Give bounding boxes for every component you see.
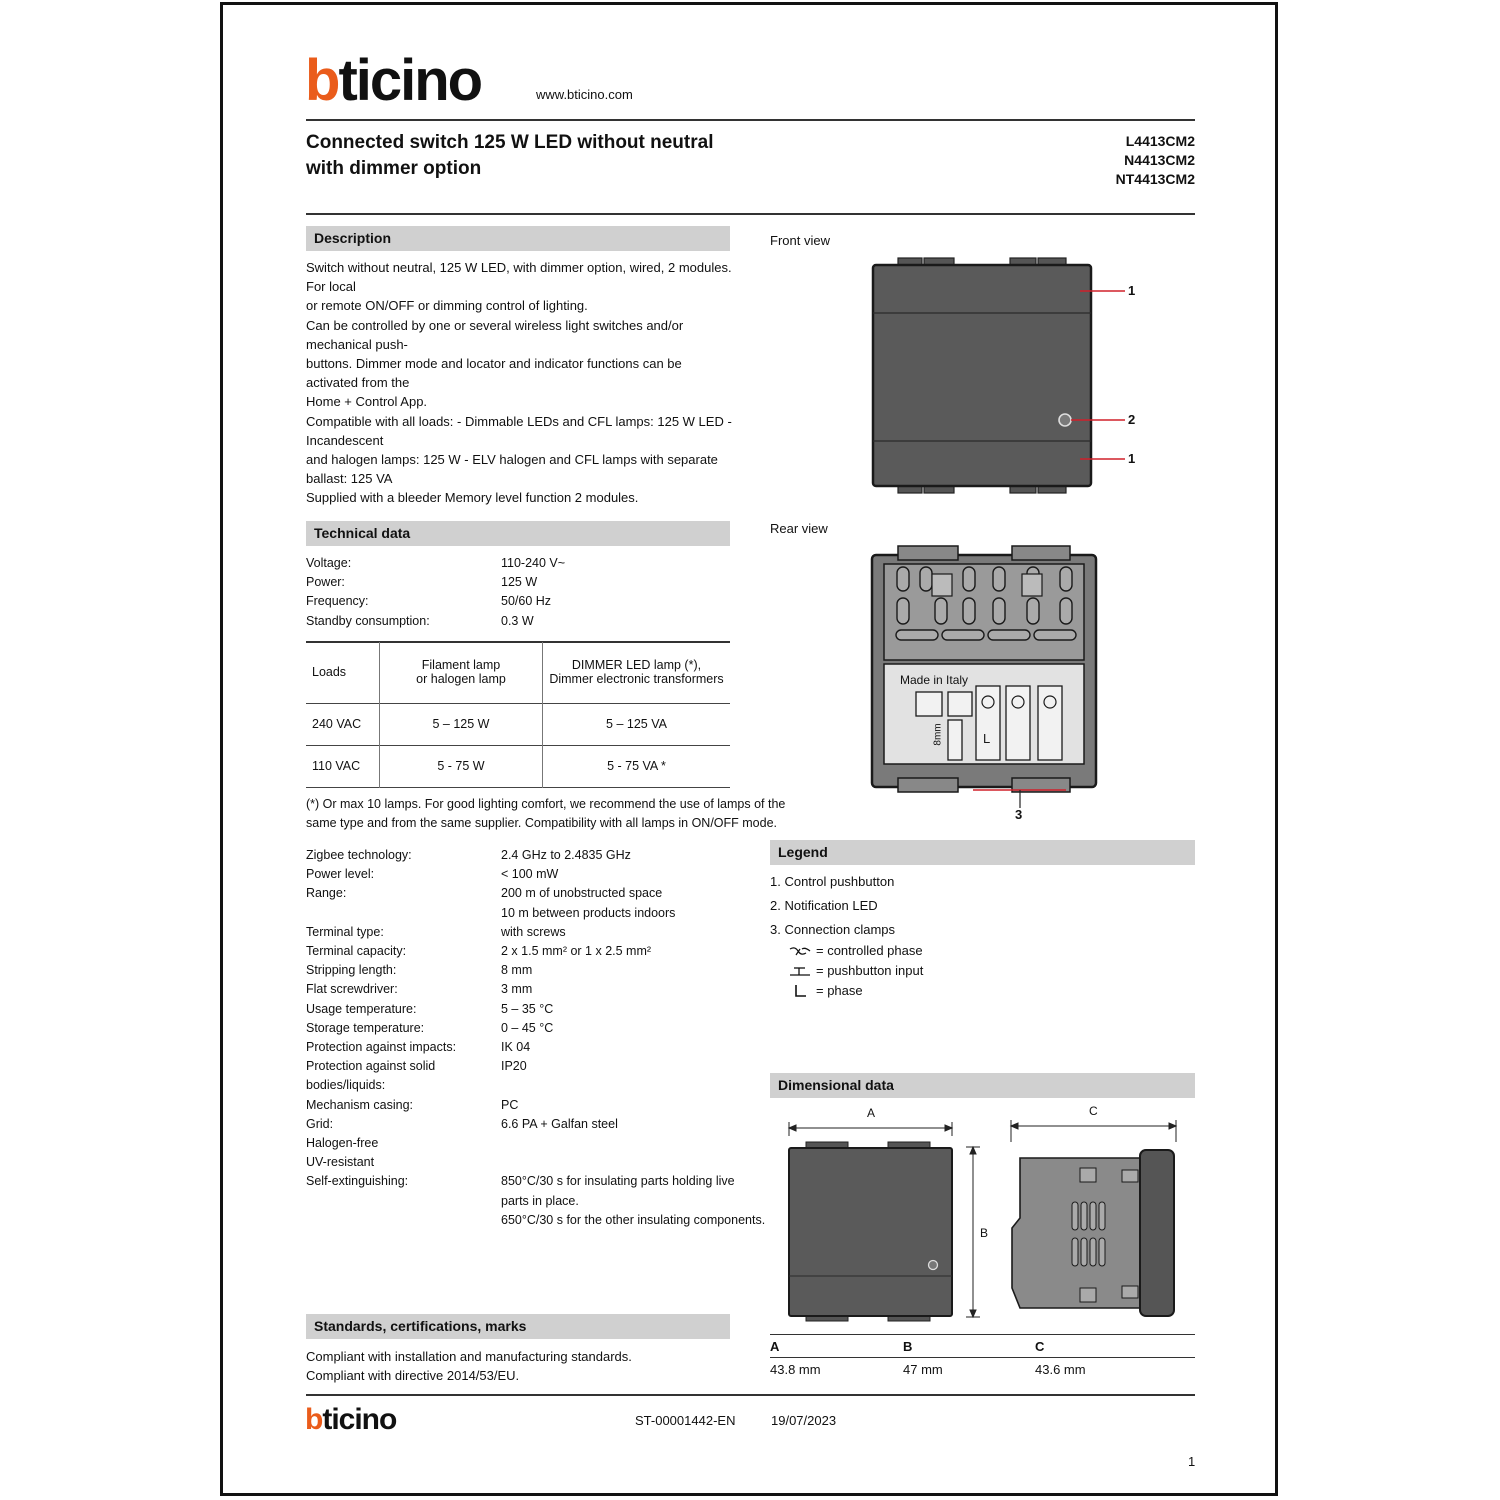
controlled-phase-icon xyxy=(788,944,812,958)
loads-table xyxy=(306,642,730,788)
footer-logo: bticino xyxy=(305,1403,397,1436)
dimensional-heading: Dimensional data xyxy=(770,1073,1195,1098)
website: www.bticino.com xyxy=(536,87,633,102)
loads-table-header: Loads Filament lamp or halogen lamp DIMMER LED lamp (*), Dimmer electronic transformers xyxy=(306,642,730,703)
standards-text: Compliant with installation and manufacturing standards. Compliant with directive 2014/53/EU. xyxy=(306,1349,632,1384)
header-rule xyxy=(306,119,1195,121)
legend-heading: Legend xyxy=(770,840,1195,865)
basic-specs: Voltage: 110-240 V~ Power: 125 W Frequency: 50/60 Hz Standby consumption: 0.3 W xyxy=(306,556,566,628)
rear-view-drawing xyxy=(860,540,1120,810)
dim-label-c: C xyxy=(1089,1104,1098,1118)
front-view-drawing xyxy=(860,250,1150,500)
rear-view-label: Rear view xyxy=(770,521,828,536)
svg-text:L: L xyxy=(983,731,991,746)
title-rule xyxy=(306,213,1195,215)
list-item: 1. Control pushbutton xyxy=(770,874,895,889)
dim-label-a: A xyxy=(867,1106,876,1120)
dimensional-drawing xyxy=(780,1118,1190,1328)
standards-heading: Standards, certifications, marks xyxy=(306,1314,730,1339)
dim-table-rule-top xyxy=(770,1334,1195,1335)
legend-symbols: = controlled phase = pushbutton input = phase xyxy=(788,941,923,1001)
dim-label-b: B xyxy=(980,1226,989,1240)
table-row: 240 VAC 5 – 125 W 5 – 125 VA xyxy=(306,703,730,745)
loads-footnote: (*) Or max 10 lamps. For good lighting comfort, we recommend the use of lamps of the same type and from the same supplier. Compatibility with all lamps in ON/OFF mode. xyxy=(306,797,786,831)
pushbutton-input-icon xyxy=(788,964,812,978)
page-title: Connected switch 125 W LED without neutral with dimmer option xyxy=(306,132,714,179)
rear-callout-3: 3 xyxy=(1015,807,1023,822)
product-codes: L4413CM2 N4413CM2 NT4413CM2 xyxy=(1115,133,1195,187)
table-row: 110 VAC 5 - 75 W 5 - 75 VA * xyxy=(306,745,730,787)
technical-heading: Technical data xyxy=(306,521,730,546)
list-item: 3. Connection clamps xyxy=(770,922,896,937)
page-number: 1 xyxy=(1188,1454,1196,1469)
legend-list xyxy=(770,872,895,940)
document-id: ST-00001442-EN xyxy=(635,1413,736,1428)
bticino-logo: bticino xyxy=(305,48,482,113)
description-text: Switch without neutral, 125 W LED, with dimmer option, wired, 2 modules. For local or remote ON/OFF or dimming control of lighting. Can be controlled by one or several wireless light switches and/or mechanical push- buttons. Dimmer mode and locator and indicator functions can be activated from the Home + Control App. Compatible with all loads: - Dimmable LEDs and CFL lamps: 125 W LED - Incandescent and halogen lamps: 125 W - ELV halogen and CFL lamps with separate ballast: 125 VA Supplied with a bleeder Memory level function 2 modules. xyxy=(306,260,732,506)
list-item: 2. Notification LED xyxy=(770,898,878,913)
footer-rule xyxy=(306,1394,1195,1396)
extra-specs: Zigbee technology: 2.4 GHz to 2.4835 GHz Power level: < 100 mW Range: 200 m of unobstructed space 10 m between products indoors Terminal type: with screws Terminal capacity: 2 x 1.5 mm² or 1 x 2.5 mm² Stripping length: 8 mm Flat screwdriver: 3 mm Usage temperature: 5 – 35 °C Storage temperature: 0 – 45 °C Protection against impacts: IK 04 Protection against solid bodies/liquids: IP20 Mechanism casing: PC Grid: 6.6 PA + Galfan steel Halogen-free UV-resistant Self-extinguishing: 850°C/30 s for insulating parts holding live parts in place. 650°C/30 s for the other insulating components. xyxy=(306,848,766,1227)
phase-icon xyxy=(788,984,812,998)
description-heading: Description xyxy=(306,226,730,251)
made-in-label: Made in Italy xyxy=(900,673,969,687)
front-view-label: Front view xyxy=(770,233,830,248)
strip-length-label: 8mm xyxy=(932,723,944,746)
dim-table-rule-mid xyxy=(770,1357,1195,1358)
front-callout-2: 2 xyxy=(1128,412,1136,427)
front-callout-3: 1 xyxy=(1128,451,1136,466)
front-callout-1: 1 xyxy=(1128,283,1136,298)
document-date: 19/07/2023 xyxy=(771,1413,837,1428)
